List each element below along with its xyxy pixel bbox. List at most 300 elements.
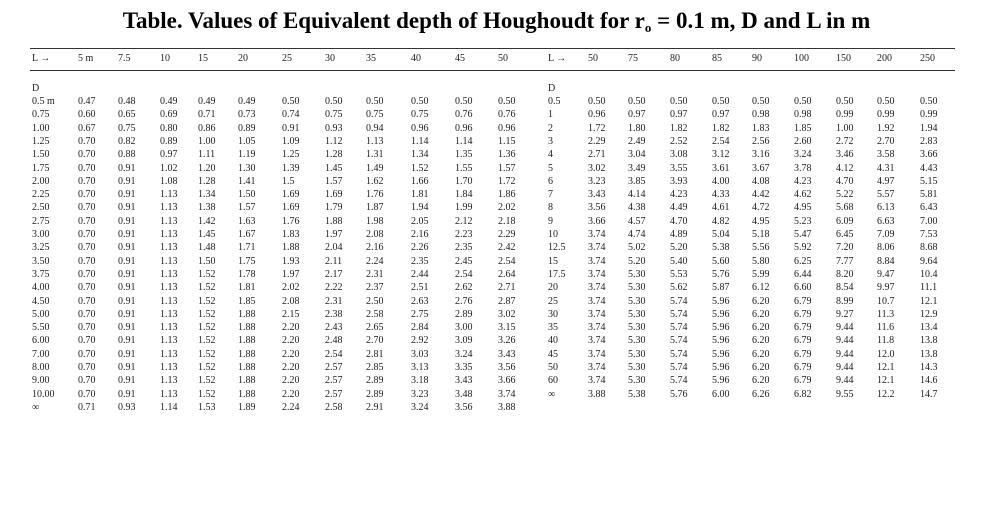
left-table-cell: 1.50 [198,256,216,267]
right-table-cell: 5.92 [794,242,812,253]
right-table-cell: 3.88 [588,389,606,400]
left-table-cell: 3.09 [455,335,473,346]
left-table-cell: 0.91 [118,362,136,373]
left-table-cell: 1.84 [455,189,473,200]
left-table-cell: 0.91 [118,349,136,360]
left-table-cell: 1.13 [160,189,178,200]
right-table-cell: 8.20 [836,269,854,280]
left-table-cell: 2.20 [282,335,300,346]
left-table-cell: 3.35 [455,362,473,373]
left-table-cell: 2.31 [366,269,384,280]
left-table-cell: 1.94 [411,202,429,213]
right-d-label: D [548,83,556,94]
right-table-cell: 9.44 [836,349,854,360]
left-table-cell: 0.70 [78,229,96,240]
right-table-cell: 6.20 [752,322,770,333]
right-table-cell: 3.43 [588,189,606,200]
right-table-cell: 1.82 [670,123,688,134]
right-table-cell: 5.40 [670,256,688,267]
left-table-cell: 0.50 [411,96,429,107]
left-table-cell: 2.50 [366,296,384,307]
right-table-cell: 5.47 [794,229,812,240]
left-table-cell: 0.70 [78,362,96,373]
left-table-cell: 0.70 [78,335,96,346]
right-table-cell: 5.60 [712,256,730,267]
right-table-cell: 6.09 [836,216,854,227]
left-table-cell: 1.34 [198,189,216,200]
right-table-cell: 6.20 [752,296,770,307]
right-row-depth: 8 [548,202,553,213]
left-table-cell: 2.20 [282,362,300,373]
left-row-depth: 0.5 m [32,96,55,107]
left-table-cell: 2.16 [366,242,384,253]
left-table-cell: 1.45 [198,229,216,240]
left-row-depth: 1.50 [32,149,50,160]
right-table-cell: 1.80 [628,123,646,134]
left-table-cell: 3.56 [498,362,516,373]
left-table-cell: 1.13 [160,389,178,400]
left-table-cell: 0.49 [238,96,256,107]
left-table-cell: 0.50 [498,96,516,107]
right-table-cell: 3.93 [670,176,688,187]
left-table-cell: 0.49 [160,96,178,107]
left-row-depth: 9.00 [32,375,50,386]
right-table-cell: 3.74 [588,282,606,293]
left-table-cell: 2.71 [498,282,516,293]
right-table-cell: 5.38 [712,242,730,253]
left-table-cell: 1.09 [282,136,300,147]
left-row-depth: 5.50 [32,322,50,333]
left-table-cell: 0.88 [118,149,136,160]
right-table-cell: 5.30 [628,309,646,320]
right-table-cell: 3.61 [712,163,730,174]
right-table-cell: 0.50 [794,96,812,107]
right-table-cell: 4.38 [628,202,646,213]
left-d-label: D [32,83,40,94]
left-table-cell: 0.70 [78,296,96,307]
left-row-depth: 1.75 [32,163,50,174]
left-table-cell: 0.82 [118,136,136,147]
right-table-cell: 5.30 [628,322,646,333]
left-table-cell: 3.03 [411,349,429,360]
left-table-cell: 2.54 [455,269,473,280]
right-row-depth: 9 [548,216,553,227]
right-table-cell: 6.63 [877,216,895,227]
left-table-cell: 1.87 [366,202,384,213]
left-table-cell: 0.96 [411,123,429,134]
left-table-cell: 1.13 [160,242,178,253]
right-table-cell: 5.30 [628,296,646,307]
left-table-cell: 1.48 [198,242,216,253]
right-table-cell: 5.53 [670,269,688,280]
left-table-cell: 1.81 [411,189,429,200]
right-table-cell: 3.74 [588,229,606,240]
right-table-cell: 2.29 [588,136,606,147]
right-table-cell: 3.74 [588,362,606,373]
left-table-cell: 0.49 [198,96,216,107]
left-table-cell: 2.15 [282,309,300,320]
left-table-cell: 3.23 [411,389,429,400]
right-table-cell: 5.30 [628,269,646,280]
left-row-depth: ∞ [32,402,40,413]
right-row-depth: 3 [548,136,553,147]
right-table-cell: 3.74 [588,375,606,386]
left-column-header: 50 [498,53,508,64]
left-column-header: 10 [160,53,170,64]
left-table-cell: 2.02 [498,202,516,213]
right-table-cell: 2.83 [920,136,938,147]
right-table-cell: 14.7 [920,389,938,400]
left-table-cell: 1.81 [238,282,256,293]
right-table-cell: 4.62 [794,189,812,200]
left-table-cell: 2.89 [455,309,473,320]
left-table-cell: 1.13 [160,296,178,307]
right-table-cell: 4.14 [628,189,646,200]
right-table-cell: 6.20 [752,309,770,320]
right-table-cell: 5.76 [670,389,688,400]
right-table-cell: 3.74 [588,256,606,267]
right-table-cell: 2.60 [794,136,812,147]
title-subscript: o [644,20,652,35]
left-table-cell: 2.85 [366,362,384,373]
left-table-cell: 1.13 [160,335,178,346]
left-row-depth: 1.00 [32,123,50,134]
left-table-cell: 1.50 [238,189,256,200]
right-table-cell: 3.08 [670,149,688,160]
left-table-cell: 1.12 [325,136,343,147]
right-table-cell: 2.72 [836,136,854,147]
right-table-cell: 7.20 [836,242,854,253]
right-table-cell: 3.74 [588,322,606,333]
right-table-cell: 3.55 [670,163,688,174]
right-table-cell: 0.97 [628,109,646,120]
left-table-cell: 1.69 [282,189,300,200]
left-table-cell: 0.76 [455,109,473,120]
right-table-cell: 8.54 [836,282,854,293]
left-row-depth: 1.25 [32,136,50,147]
right-table-cell: 6.79 [794,375,812,386]
right-row-depth: 25 [548,296,558,307]
right-table-cell: 5.30 [628,362,646,373]
right-table-cell: 5.76 [712,269,730,280]
left-table-cell: 2.48 [325,335,343,346]
right-table-cell: 9.44 [836,335,854,346]
right-table-cell: 3.12 [712,149,730,160]
left-table-cell: 2.35 [455,242,473,253]
right-table-cell: 9.64 [920,256,938,267]
left-table-cell: 1.79 [325,202,343,213]
left-table-cell: 1.76 [282,216,300,227]
right-table-cell: 13.4 [920,322,938,333]
left-table-cell: 3.56 [455,402,473,413]
right-table-cell: 5.30 [628,375,646,386]
right-table-cell: 8.06 [877,242,895,253]
left-table-cell: 1.13 [160,375,178,386]
left-table-cell: 0.75 [325,109,343,120]
right-row-depth: 30 [548,309,558,320]
right-row-depth: 40 [548,335,558,346]
right-table-cell: 5.96 [712,349,730,360]
right-table-cell: 5.20 [628,256,646,267]
right-row-depth: 35 [548,322,558,333]
left-table-cell: 2.45 [455,256,473,267]
left-table-cell: 0.75 [118,123,136,134]
right-table-cell: 9.44 [836,362,854,373]
left-table-cell: 1.69 [282,202,300,213]
right-table-cell: 3.46 [836,149,854,160]
right-table-cell: 5.68 [836,202,854,213]
left-table-cell: 1.28 [198,176,216,187]
left-table-cell: 0.50 [282,96,300,107]
left-table-cell: 0.70 [78,176,96,187]
right-table-cell: 4.23 [670,189,688,200]
right-table-cell: 4.70 [670,216,688,227]
left-table-cell: 0.80 [160,123,178,134]
right-table-cell: 11.3 [877,309,895,320]
left-table-cell: 1.71 [238,242,256,253]
right-table-cell: 3.85 [628,176,646,187]
left-column-header: 7.5 [118,53,131,64]
right-table-cell: 6.20 [752,375,770,386]
right-table-cell: 9.47 [877,269,895,280]
left-table-cell: 1.52 [198,309,216,320]
right-table-cell: 0.50 [628,96,646,107]
right-table-cell: 4.08 [752,176,770,187]
left-table-cell: 0.91 [118,216,136,227]
left-table-cell: 1.57 [498,163,516,174]
right-table-cell: 6.79 [794,296,812,307]
right-table-cell: 5.96 [712,309,730,320]
right-column-header: 100 [794,53,809,64]
right-table-cell: 2.49 [628,136,646,147]
right-table-cell: 0.50 [712,96,730,107]
right-table-cell: 1.83 [752,123,770,134]
left-table-cell: 1.62 [366,176,384,187]
left-table-cell: 1.14 [455,136,473,147]
left-row-depth: 4.50 [32,296,50,307]
right-table-cell: 0.98 [794,109,812,120]
right-table-cell: 3.23 [588,176,606,187]
left-table-cell: 0.91 [118,229,136,240]
right-table-cell: 4.82 [712,216,730,227]
left-table-cell: 1.14 [160,402,178,413]
left-table-cell: 1.63 [238,216,256,227]
left-table-cell: 0.70 [78,375,96,386]
left-table-cell: 0.60 [78,109,96,120]
right-table-cell: 0.98 [752,109,770,120]
left-table-cell: 3.74 [498,389,516,400]
right-column-header: 90 [752,53,762,64]
left-table-cell: 1.13 [160,256,178,267]
right-row-depth: 15 [548,256,558,267]
left-table-cell: 1.97 [325,229,343,240]
left-column-header: 20 [238,53,248,64]
left-table-cell: 1.35 [455,149,473,160]
left-row-depth: 5.00 [32,309,50,320]
left-table-cell: 1.86 [498,189,516,200]
left-table-cell: 2.20 [282,349,300,360]
right-row-depth: 0.5 [548,96,561,107]
right-column-header: 80 [670,53,680,64]
right-table-cell: 6.44 [794,269,812,280]
right-table-cell: 5.38 [628,389,646,400]
left-table-cell: 1.99 [455,202,473,213]
right-table-cell: 2.52 [670,136,688,147]
left-row-depth: 8.00 [32,362,50,373]
right-table-cell: 5.74 [670,362,688,373]
left-table-cell: 1.88 [238,375,256,386]
left-table-cell: 1.13 [160,349,178,360]
left-column-header: 15 [198,53,208,64]
left-table-cell: 2.08 [366,229,384,240]
left-table-cell: 1.52 [198,335,216,346]
left-table-cell: 1.13 [160,282,178,293]
right-table-cell: 1.00 [836,123,854,134]
right-row-depth: 5 [548,163,553,174]
right-table-cell: 6.43 [920,202,938,213]
right-table-cell: 3.74 [588,242,606,253]
left-table-cell: 0.89 [160,136,178,147]
right-table-cell: 0.50 [588,96,606,107]
left-table-cell: 0.70 [78,389,96,400]
left-table-cell: 1.39 [282,163,300,174]
left-table-cell: 1.83 [282,229,300,240]
left-table-cell: 1.34 [411,149,429,160]
left-row-depth: 4.00 [32,282,50,293]
right-table-cell: 8.68 [920,242,938,253]
left-table-cell: 0.50 [325,96,343,107]
left-table-cell: 0.70 [78,149,96,160]
right-table-cell: 3.66 [588,216,606,227]
right-table-cell: 5.96 [712,296,730,307]
left-table-cell: 1.13 [160,269,178,280]
right-table-cell: 10.7 [877,296,895,307]
right-table-cell: 12.9 [920,309,938,320]
left-table-cell: 1.98 [366,216,384,227]
left-table-cell: 0.91 [118,189,136,200]
left-table-cell: 1.15 [498,136,516,147]
right-table-cell: 14.6 [920,375,938,386]
left-table-cell: 2.43 [325,322,343,333]
left-row-depth: 6.00 [32,335,50,346]
left-table-cell: 1.08 [160,176,178,187]
left-table-cell: 1.52 [198,282,216,293]
right-table-cell: 5.02 [628,242,646,253]
right-table-cell: 6.20 [752,335,770,346]
right-table-cell: 5.96 [712,362,730,373]
right-table-cell: 0.99 [920,109,938,120]
left-table-cell: 1.75 [238,256,256,267]
left-table-cell: 3.43 [455,375,473,386]
left-table-cell: 1.52 [198,296,216,307]
right-table-cell: 7.53 [920,229,938,240]
left-table-cell: 2.64 [498,269,516,280]
right-table-cell: 5.15 [920,176,938,187]
right-table-cell: 3.66 [920,149,938,160]
right-table-cell: 9.44 [836,322,854,333]
right-table-cell: 6.26 [752,389,770,400]
left-table-cell: 2.20 [282,389,300,400]
left-table-cell: 1.45 [325,163,343,174]
left-table-cell: 0.91 [118,282,136,293]
left-table-cell: 2.04 [325,242,343,253]
left-table-cell: 0.91 [118,389,136,400]
right-row-depth: 2 [548,123,553,134]
right-table-cell: 4.72 [752,202,770,213]
left-column-header: 25 [282,53,292,64]
left-table-cell: 1.69 [325,189,343,200]
right-table-cell: 7.77 [836,256,854,267]
left-table-cell: 1.02 [160,163,178,174]
left-table-cell: 1.52 [198,389,216,400]
left-table-cell: 1.49 [366,163,384,174]
right-table-cell: 4.49 [670,202,688,213]
right-table-cell: 5.30 [628,349,646,360]
left-row-depth: 3.25 [32,242,50,253]
right-table-cell: 0.50 [752,96,770,107]
left-table-cell: 1.30 [238,163,256,174]
right-table-cell: 5.62 [670,282,688,293]
right-table-cell: 6.45 [836,229,854,240]
left-table-cell: 2.44 [411,269,429,280]
left-table-cell: 3.24 [455,349,473,360]
left-row-depth: 2.50 [32,202,50,213]
left-table-cell: 2.05 [411,216,429,227]
right-row-depth: ∞ [548,389,556,400]
left-table-cell: 0.91 [118,322,136,333]
left-row-depth: 7.00 [32,349,50,360]
right-table-cell: 3.74 [588,269,606,280]
right-table-cell: 5.96 [712,335,730,346]
left-table-cell: 2.02 [282,282,300,293]
right-table-cell: 5.74 [670,349,688,360]
right-column-header: 85 [712,53,722,64]
left-table-cell: 0.91 [118,296,136,307]
left-column-header: 40 [411,53,421,64]
right-table-cell: 0.50 [670,96,688,107]
right-table-cell: 3.74 [588,349,606,360]
right-table-cell: 8.99 [836,296,854,307]
left-table-cell: 0.70 [78,269,96,280]
right-row-depth: 4 [548,149,553,160]
left-table-cell: 0.89 [238,123,256,134]
right-table-cell: 12.2 [877,389,895,400]
left-table-cell: 1.76 [366,189,384,200]
left-table-cell: 1.20 [198,163,216,174]
left-table-cell: 1.78 [238,269,256,280]
left-table-cell: 1.88 [325,216,343,227]
left-table-cell: 0.74 [282,109,300,120]
left-table-cell: 0.67 [78,123,96,134]
header-rule [30,70,955,71]
right-table-cell: 5.56 [752,242,770,253]
left-table-cell: 0.70 [78,322,96,333]
left-table-cell: 3.18 [411,375,429,386]
right-table-cell: 6.25 [794,256,812,267]
left-table-cell: 0.76 [498,109,516,120]
left-table-cell: 0.91 [118,163,136,174]
left-table-cell: 0.50 [366,96,384,107]
left-table-cell: 0.96 [498,123,516,134]
right-table-cell: 6.12 [752,282,770,293]
right-table-cell: 3.67 [752,163,770,174]
right-table-cell: 0.99 [877,109,895,120]
left-table-cell: 2.91 [366,402,384,413]
left-table-cell: 0.69 [160,109,178,120]
right-table-cell: 3.56 [588,202,606,213]
left-table-cell: 2.57 [325,362,343,373]
right-table-cell: 3.16 [752,149,770,160]
